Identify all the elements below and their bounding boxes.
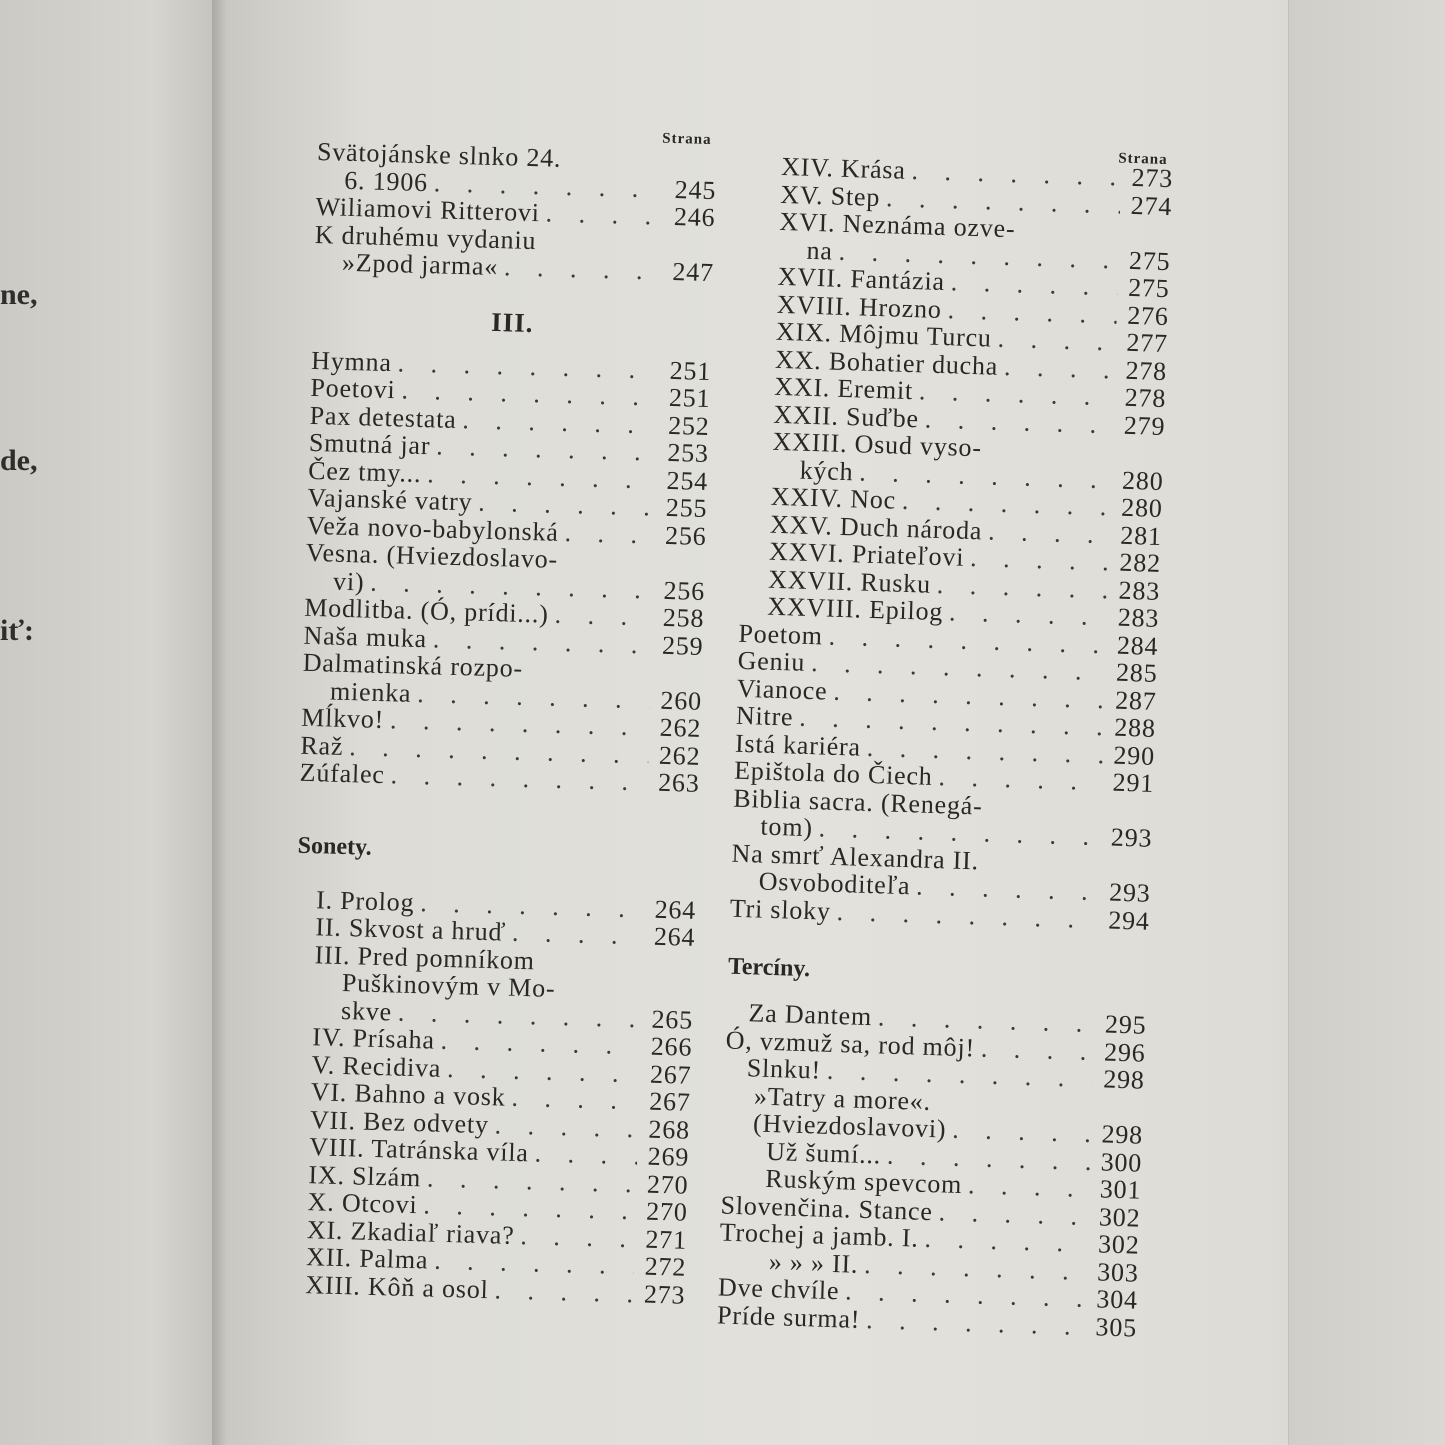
toc-entry-title: XVIII. Hrozno bbox=[776, 289, 943, 324]
dot-leader bbox=[1021, 237, 1119, 240]
toc-entry-title: Modlitba. (Ó, prídi...) bbox=[303, 592, 550, 629]
toc-entry-title: (Hviezdoslavovi) bbox=[752, 1108, 947, 1144]
toc-entry-title: »Zpod jarma« bbox=[341, 247, 499, 282]
toc-entry-page bbox=[1098, 1115, 1144, 1116]
toc-entry-title: Nitre bbox=[735, 700, 794, 732]
toc-entry-title: XIV. Krása bbox=[780, 151, 907, 185]
toc-entry-page: 256 bbox=[663, 575, 706, 606]
toc-entry-title: Epištola do Čiech bbox=[733, 755, 934, 791]
toc-entry-page: 262 bbox=[658, 740, 701, 771]
toc-entry-page: 264 bbox=[653, 921, 696, 952]
dot-leader bbox=[981, 1034, 1094, 1065]
toc-entry-page: 273 bbox=[1131, 162, 1174, 194]
dot-leader bbox=[545, 199, 663, 230]
toc-entry-page bbox=[671, 170, 717, 171]
toc-entry-page bbox=[648, 972, 694, 973]
dot-leader bbox=[561, 997, 641, 999]
toc-entry-page: 271 bbox=[645, 1224, 688, 1255]
dot-leader bbox=[541, 969, 643, 972]
toc-entry-title: Príde surma! bbox=[716, 1299, 861, 1334]
toc-entry-title: na bbox=[806, 235, 834, 266]
toc-entry-title: III. Pred pomníkom bbox=[314, 939, 536, 975]
toc-entry-title: XI. Zkadiaľ riava? bbox=[306, 1214, 515, 1250]
section-title-terciny: Tercíny. bbox=[727, 953, 811, 983]
dot-leader bbox=[988, 814, 1101, 818]
toc-entry-title: XXIII. Osud vyso- bbox=[772, 426, 983, 463]
toc-entry-page: 276 bbox=[1126, 300, 1170, 331]
toc-entry-page: 285 bbox=[1115, 657, 1158, 688]
toc-entry-page bbox=[660, 571, 706, 572]
toc-poems-entries bbox=[729, 619, 1158, 935]
toc-entry-title: Raž bbox=[300, 730, 344, 761]
toc-entry-page: 270 bbox=[645, 1196, 689, 1227]
toc-entry-title: XXIV. Noc bbox=[770, 481, 897, 515]
toc-entry-title: Naša muka bbox=[303, 620, 428, 653]
toc-entry-title: Dve chvíle bbox=[717, 1272, 840, 1306]
toc-entry-title: II. Skvost a hruď bbox=[315, 912, 507, 947]
toc-entry-title: IV. Prísaha bbox=[311, 1022, 436, 1055]
toc-entry-page: 272 bbox=[644, 1251, 687, 1282]
toc-entry-page: 280 bbox=[1121, 465, 1165, 496]
toc-entry-title: Vajanské vatry bbox=[307, 482, 473, 517]
toc-entry-title: XVII. Fantázia bbox=[777, 261, 946, 297]
toc-entry-page bbox=[1107, 818, 1153, 819]
toc-entry-title: XXVI. Priateľovi bbox=[768, 536, 965, 572]
toc-entry-title: Zúfalec bbox=[299, 757, 386, 790]
toc-entry-title: skve bbox=[340, 995, 393, 1026]
toc-entry-page bbox=[1105, 873, 1151, 874]
toc-entry-page: 305 bbox=[1095, 1311, 1138, 1343]
section-title-iii: III. bbox=[490, 306, 534, 338]
toc-entry-page: 270 bbox=[646, 1169, 689, 1200]
toc-entry-page: 291 bbox=[1112, 767, 1155, 798]
toc-entry-title: » » » II. bbox=[768, 1246, 859, 1279]
toc-entry-title: Na smrť Alexandra II. bbox=[731, 838, 980, 875]
toc-entry-page: 300 bbox=[1100, 1146, 1143, 1178]
toc-entry-page: 254 bbox=[666, 465, 709, 496]
dot-leader bbox=[542, 249, 662, 252]
toc-entry-title: Pax detestata bbox=[309, 400, 457, 434]
toc-entry-title: Biblia sacra. (Renegá- bbox=[732, 783, 984, 821]
dot-leader bbox=[534, 1139, 637, 1169]
toc-entry-title: »Tatry a more«. bbox=[753, 1080, 932, 1116]
toc-entry-page: 301 bbox=[1099, 1174, 1142, 1205]
toc-section-iii-entries bbox=[299, 346, 711, 797]
dot-leader bbox=[937, 1110, 1092, 1115]
dot-leader bbox=[970, 544, 1110, 576]
toc-entry-page: 279 bbox=[1123, 410, 1166, 441]
toc-entry-page: 278 bbox=[1125, 355, 1168, 386]
toc-entry-title: XXII. Suďbe bbox=[773, 399, 920, 433]
toc-entry-title: XX. Bohatier ducha bbox=[774, 344, 999, 381]
toc-entry-title: XV. Step bbox=[779, 179, 881, 212]
toc-entry-page: 265 bbox=[651, 1004, 694, 1035]
toc-entry-page: 282 bbox=[1119, 547, 1162, 578]
toc-entry-page: 302 bbox=[1098, 1201, 1141, 1233]
toc-entry-page bbox=[1125, 241, 1171, 242]
toc-entry-page: 293 bbox=[1108, 877, 1152, 908]
strana-header: Strana bbox=[1118, 150, 1168, 168]
toc-entry-page: 284 bbox=[1116, 630, 1159, 661]
toc-entry-title: vi) bbox=[332, 566, 365, 596]
toc-entry-title: Vianoce bbox=[736, 673, 828, 706]
toc-entry-page: 302 bbox=[1097, 1229, 1140, 1260]
toc-entry-title: Geniu bbox=[737, 645, 806, 677]
toc-entry-page: 267 bbox=[649, 1059, 692, 1090]
toc-entry-page: 252 bbox=[667, 410, 711, 441]
dot-leader bbox=[520, 1222, 635, 1253]
toc-entry-page: 269 bbox=[647, 1141, 690, 1172]
toc-entry-title: XXVIII. Epilog bbox=[766, 591, 944, 627]
dot-leader bbox=[952, 1116, 1091, 1148]
toc-entry-title: Mĺkvo! bbox=[300, 702, 385, 735]
toc-entry-title: VII. Bez odvety bbox=[309, 1104, 490, 1139]
toc-entry-page: 260 bbox=[660, 685, 703, 716]
toc-entry-title: X. Otcovi bbox=[307, 1187, 418, 1220]
toc-entry-page: 273 bbox=[643, 1279, 686, 1310]
toc-entry-page: 304 bbox=[1095, 1284, 1139, 1315]
toc-entry-page: 274 bbox=[1130, 190, 1173, 221]
dot-leader bbox=[512, 919, 644, 950]
toc-entry-title: Za Dantem bbox=[748, 998, 873, 1032]
toc-entry-page: 298 bbox=[1101, 1119, 1144, 1150]
toc-entry-page: 245 bbox=[674, 174, 717, 205]
toc-entry-title: XII. Palma bbox=[305, 1242, 429, 1275]
toc-entry-page: 275 bbox=[1128, 245, 1171, 276]
toc-entry-title: XXI. Eremit bbox=[773, 371, 914, 406]
toc-entry-title: mienka bbox=[329, 676, 412, 708]
toc-sonety-entries bbox=[285, 885, 696, 1309]
toc-entry-page: 295 bbox=[1104, 1009, 1147, 1040]
dot-leader bbox=[988, 517, 1110, 548]
left-page-fragment: de, bbox=[0, 444, 38, 477]
toc-entry-title: VI. Bahno a vosk bbox=[310, 1077, 506, 1112]
toc-entry-title: V. Recidiva bbox=[311, 1049, 442, 1083]
toc-entry-page: 278 bbox=[1124, 382, 1167, 414]
section-title-sonety: Sonety. bbox=[297, 832, 373, 861]
toc-top-entries bbox=[314, 138, 718, 287]
toc-entry-title: Hymna bbox=[310, 345, 393, 377]
toc-entry-page: 288 bbox=[1113, 712, 1157, 743]
toc-right-column bbox=[717, 142, 1174, 1342]
toc-entry-title: I. Prolog bbox=[315, 884, 415, 917]
toc-entry-page: 246 bbox=[673, 201, 716, 233]
toc-entry-title: Tri sloky bbox=[729, 893, 832, 926]
toc-entry-title: Ó, vzmuž sa, rod môj! bbox=[725, 1025, 976, 1062]
dot-leader bbox=[390, 761, 648, 796]
toc-entry-page: 294 bbox=[1107, 905, 1151, 936]
toc-entry-title: Vesna. (Hviezdoslavo- bbox=[305, 537, 559, 574]
dot-leader bbox=[567, 167, 665, 170]
dot-leader bbox=[511, 1084, 639, 1115]
dot-leader bbox=[988, 456, 1113, 460]
toc-entry-title: Wiliamovi Ritterovi bbox=[315, 191, 541, 228]
toc-entry-title: IX. Slzám bbox=[308, 1159, 422, 1192]
toc-entry-page: 280 bbox=[1120, 492, 1164, 524]
dot-leader bbox=[494, 1276, 633, 1307]
toc-entry-title: XIII. Kôň a osol bbox=[305, 1269, 490, 1304]
toc-entry-page: 263 bbox=[657, 767, 701, 798]
toc-entry-page: 268 bbox=[648, 1114, 691, 1145]
toc-entry-title: kých bbox=[799, 455, 854, 486]
toc-entry-page: 298 bbox=[1102, 1064, 1146, 1095]
toc-entry-title: Veža novo-babylonská bbox=[306, 510, 560, 547]
dot-leader bbox=[968, 1171, 1090, 1202]
toc-entry-page: 296 bbox=[1103, 1036, 1147, 1068]
toc-entry-page: 275 bbox=[1127, 272, 1171, 304]
toc-entry-title: XVI. Neznáma ozve- bbox=[779, 206, 1016, 244]
toc-entry-page: 290 bbox=[1113, 740, 1156, 771]
toc-entry-title: Poetom bbox=[738, 618, 824, 650]
dot-leader bbox=[1004, 352, 1116, 383]
toc-entry-title: Dalmatinská rozpo- bbox=[302, 647, 524, 683]
toc-entry-page: 258 bbox=[662, 602, 705, 633]
toc-entry-title: XIX. Môjmu Turcu bbox=[775, 316, 993, 353]
toc-entry-title: Poetovi bbox=[310, 372, 396, 405]
left-page-fragment: iť: bbox=[0, 614, 34, 647]
toc-sonety-continued bbox=[739, 152, 1173, 632]
toc-terciny-entries bbox=[717, 999, 1147, 1342]
toc-entry-page: 293 bbox=[1110, 822, 1153, 853]
toc-entry-title: Ruským spevcom bbox=[764, 1163, 963, 1200]
left-page-fragment: ne, bbox=[0, 278, 38, 311]
dot-leader bbox=[504, 253, 663, 285]
toc-entry-page: 266 bbox=[650, 1031, 693, 1062]
dot-leader bbox=[985, 869, 1100, 873]
toc-entry-title: Čez tmy... bbox=[307, 455, 422, 488]
toc-entry-page: 262 bbox=[659, 712, 702, 743]
toc-entry-page: 283 bbox=[1118, 575, 1161, 606]
toc-entry-title: Smutná jar bbox=[308, 427, 431, 461]
strana-header: Strana bbox=[662, 130, 712, 148]
toc-entry-title: Istá kariéra bbox=[734, 728, 862, 762]
toc-entry-page: 287 bbox=[1114, 685, 1158, 716]
toc-entry-page: 264 bbox=[654, 894, 697, 925]
toc-entry-page: 303 bbox=[1096, 1256, 1140, 1288]
toc-entry-title: Trochej a jamb. I. bbox=[719, 1217, 920, 1253]
toc-entry-title: Slnku! bbox=[746, 1053, 822, 1085]
toc-entry-page: 256 bbox=[664, 520, 707, 551]
toc-entry-title: tom) bbox=[760, 811, 814, 843]
toc-entry-title: XXVII. Rusku bbox=[767, 564, 932, 599]
toc-entry-title: Svätojánske slnko 24. bbox=[316, 136, 562, 173]
toc-entry-title: Už šumí... bbox=[765, 1136, 882, 1169]
dot-leader bbox=[564, 519, 655, 549]
toc-entry-title: 6. 1906 bbox=[343, 165, 429, 197]
toc-entry-title: VIII. Tatránska víla bbox=[308, 1132, 530, 1168]
page-edge bbox=[1288, 0, 1445, 1445]
toc-entry-page: 247 bbox=[672, 256, 715, 288]
left-page bbox=[0, 0, 218, 1445]
toc-entry-page bbox=[656, 681, 702, 682]
toc-entry-page: 253 bbox=[667, 437, 710, 469]
toc-entry-page bbox=[668, 252, 714, 253]
toc-entry-page bbox=[648, 1000, 694, 1001]
toc-entry-page: 283 bbox=[1117, 602, 1160, 633]
toc-entry-page bbox=[1118, 461, 1164, 462]
toc-entry-page: 259 bbox=[661, 630, 704, 661]
toc-entry-page: 267 bbox=[648, 1086, 692, 1117]
toc-entry-title: Puškinovým v Mo- bbox=[341, 968, 556, 1003]
toc-entry-page: 281 bbox=[1119, 520, 1163, 551]
dot-leader bbox=[564, 568, 654, 571]
book-gutter bbox=[212, 0, 226, 1445]
toc-entry-title: K druhému vydaniu bbox=[314, 219, 537, 255]
toc-entry-page: 251 bbox=[668, 382, 711, 414]
toc-entry-page: 255 bbox=[665, 492, 708, 524]
dot-leader bbox=[529, 677, 651, 680]
toc-entry-title: Slovenčina. Stance bbox=[720, 1189, 934, 1226]
toc-entry-page: 251 bbox=[669, 355, 712, 386]
dot-leader bbox=[997, 325, 1116, 356]
toc-entry-title: Osvoboditeľa bbox=[758, 866, 911, 901]
toc-entry-title: XXV. Duch národa bbox=[769, 509, 983, 545]
dot-leader bbox=[554, 601, 652, 631]
toc-left-column bbox=[285, 120, 718, 1309]
toc-entry-page: 277 bbox=[1126, 327, 1169, 359]
